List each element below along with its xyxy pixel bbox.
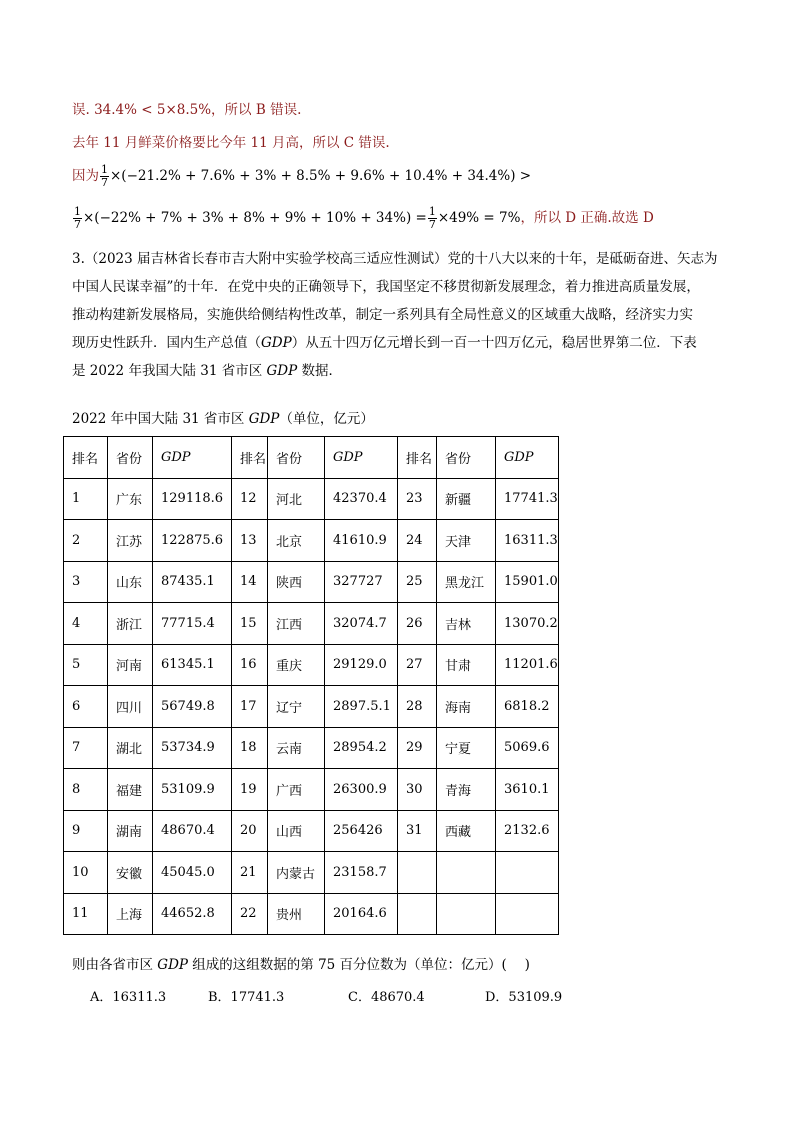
table-cell: 22 xyxy=(232,893,268,935)
table-cell: 13070.2 xyxy=(496,603,559,645)
table-cell: 28 xyxy=(398,686,437,728)
table-cell: 江西 xyxy=(268,603,325,645)
table-cell: 16311.3 xyxy=(496,520,559,562)
table-cell: 44652.8 xyxy=(153,893,232,935)
table-cell: 2132.6 xyxy=(496,810,559,852)
table-cell: 福建 xyxy=(108,769,153,811)
table-header-cell: GDP xyxy=(153,437,232,479)
table-cell: 30 xyxy=(398,769,437,811)
table-cell: 77715.4 xyxy=(153,603,232,645)
option-c[interactable]: C．48670.4 xyxy=(348,990,425,1005)
question-line: 推动构建新发展格局，实施供给侧结构性改革，制定一系列具有全局性意义的区域重大战略，经济实力实 xyxy=(72,307,693,323)
table-header-cell: 排名 xyxy=(64,437,108,479)
table-cell: 11201.6 xyxy=(496,644,559,686)
table-cell: 天津 xyxy=(437,520,496,562)
table-cell: 29 xyxy=(398,727,437,769)
table-cell: 内蒙古 xyxy=(268,852,325,894)
table-cell: 87435.1 xyxy=(153,561,232,603)
solution-line-4 xyxy=(72,206,654,231)
table-cell: 浙江 xyxy=(108,603,153,645)
table-row xyxy=(64,769,559,811)
solution-conclusion: ，所以 D 正确.故选 D xyxy=(520,210,654,226)
table-cell: 14 xyxy=(232,561,268,603)
table-cell: 3610.1 xyxy=(496,769,559,811)
table-header-cell: 排名 xyxy=(398,437,437,479)
table-cell: 青海 xyxy=(437,769,496,811)
table-row xyxy=(64,727,559,769)
table-cell: 45045.0 xyxy=(153,852,232,894)
table-cell: 4 xyxy=(64,603,108,645)
table-cell: 湖南 xyxy=(108,810,153,852)
table-cell xyxy=(398,893,437,935)
table-cell: 四川 xyxy=(108,686,153,728)
solution-rounded-expression: ×(−22% + 7% + 3% + 8% + 9% + 10% + 34%) = xyxy=(83,210,427,226)
table-cell xyxy=(398,852,437,894)
solution-sum-expression: ×(−21.2% + 7.6% + 3% + 8.5% + 9.6% + 10.4% + 34.4%) > xyxy=(110,168,532,184)
table-cell: 25 xyxy=(398,561,437,603)
table-cell: 11 xyxy=(64,893,108,935)
table-cell: 20 xyxy=(232,810,268,852)
table-cell: 41610.9 xyxy=(325,520,398,562)
table-cell: 53109.9 xyxy=(153,769,232,811)
table-cell: 陕西 xyxy=(268,561,325,603)
table-cell: 27 xyxy=(398,644,437,686)
table-header-row xyxy=(64,437,559,479)
table-row xyxy=(64,478,559,520)
table-cell: 17 xyxy=(232,686,268,728)
table-cell: 9 xyxy=(64,810,108,852)
table-cell: 山东 xyxy=(108,561,153,603)
table-cell: 3 xyxy=(64,561,108,603)
table-row xyxy=(64,810,559,852)
table-header-cell: GDP xyxy=(496,437,559,479)
question-ask: 则由各省市区 GDP 组成的这组数据的第 75 百分位数为（单位：亿元）( ) xyxy=(72,957,530,973)
solution-line-3 xyxy=(72,164,531,189)
table-cell: 吉林 xyxy=(437,603,496,645)
table-caption: 2022 年中国大陆 31 省市区 GDP（单位，亿元） xyxy=(72,411,374,427)
table-cell: 16 xyxy=(232,644,268,686)
question-line: 现历史性跃升．国内生产总值（GDP）从五十四万亿元增长到一百一十四万亿元，稳居世界第二位．下表 xyxy=(72,335,697,351)
table-cell: 江苏 xyxy=(108,520,153,562)
table-cell: 13 xyxy=(232,520,268,562)
table-cell: 21 xyxy=(232,852,268,894)
table-cell: 327727 xyxy=(325,561,398,603)
table-cell: 8 xyxy=(64,769,108,811)
table-header-cell: GDP xyxy=(325,437,398,479)
question-line: 中国人民谋幸福”的十年．在党中央的正确领导下，我国坚定不移贯彻新发展理念，着力推进高质量发展， xyxy=(72,279,700,295)
table-cell: 17741.3 xyxy=(496,478,559,520)
table-cell: 湖北 xyxy=(108,727,153,769)
table-cell: 6818.2 xyxy=(496,686,559,728)
table-cell: 2897.5.1 xyxy=(325,686,398,728)
table-cell: 2 xyxy=(64,520,108,562)
table-cell: 辽宁 xyxy=(268,686,325,728)
table-cell: 宁夏 xyxy=(437,727,496,769)
table-cell: 256426 xyxy=(325,810,398,852)
table-cell: 广西 xyxy=(268,769,325,811)
option-b[interactable]: B．17741.3 xyxy=(208,990,285,1005)
table-row xyxy=(64,852,559,894)
option-d[interactable]: D．53109.9 xyxy=(485,990,563,1005)
table-cell xyxy=(496,852,559,894)
table-cell: 129118.6 xyxy=(153,478,232,520)
table-cell: 10 xyxy=(64,852,108,894)
option-a[interactable]: A．16311.3 xyxy=(90,990,167,1005)
table-cell xyxy=(437,852,496,894)
table-cell: 31 xyxy=(398,810,437,852)
table-row xyxy=(64,644,559,686)
table-cell: 29129.0 xyxy=(325,644,398,686)
question-line: 3.（2023 届吉林省长春市吉大附中实验学校高三适应性测试）党的十八大以来的十年，是砥砺奋进、矢志为 xyxy=(72,251,718,267)
table-cell: 18 xyxy=(232,727,268,769)
table-row xyxy=(64,686,559,728)
table-cell: 20164.6 xyxy=(325,893,398,935)
table-cell: 48670.4 xyxy=(153,810,232,852)
table-cell: 安徽 xyxy=(108,852,153,894)
question-3-stem xyxy=(72,245,752,385)
solution-because: 因为 xyxy=(72,168,99,184)
table-cell: 32074.7 xyxy=(325,603,398,645)
table-cell: 26300.9 xyxy=(325,769,398,811)
table-cell: 新疆 xyxy=(437,478,496,520)
table-cell: 1 xyxy=(64,478,108,520)
gdp-table xyxy=(63,436,559,935)
table-cell: 5069.6 xyxy=(496,727,559,769)
fraction-one-seventh: $\frac{1}{7}$ xyxy=(74,205,81,231)
table-header-cell: 省份 xyxy=(437,437,496,479)
table-cell: 北京 xyxy=(268,520,325,562)
solution-result: ×49% = 7% xyxy=(437,210,521,226)
table-cell: 广东 xyxy=(108,478,153,520)
table-cell xyxy=(437,893,496,935)
table-cell: 56749.8 xyxy=(153,686,232,728)
table-row xyxy=(64,520,559,562)
table-cell: 23 xyxy=(398,478,437,520)
table-cell: 7 xyxy=(64,727,108,769)
table-cell: 122875.6 xyxy=(153,520,232,562)
table-cell: 15901.0 xyxy=(496,561,559,603)
table-cell: 重庆 xyxy=(268,644,325,686)
table-row xyxy=(64,561,559,603)
table-header-cell: 排名 xyxy=(232,437,268,479)
table-cell: 42370.4 xyxy=(325,478,398,520)
table-cell: 15 xyxy=(232,603,268,645)
table-cell: 61345.1 xyxy=(153,644,232,686)
table-cell: 西藏 xyxy=(437,810,496,852)
table-cell xyxy=(496,893,559,935)
table-cell: 5 xyxy=(64,644,108,686)
question-line: 是 2022 年我国大陆 31 省市区 GDP 数据． xyxy=(72,363,342,379)
table-cell: 黑龙江 xyxy=(437,561,496,603)
table-cell: 上海 xyxy=(108,893,153,935)
table-cell: 海南 xyxy=(437,686,496,728)
table-cell: 23158.7 xyxy=(325,852,398,894)
table-cell: 云南 xyxy=(268,727,325,769)
table-cell: 甘肃 xyxy=(437,644,496,686)
fraction-one-seventh: $\frac{1}{7}$ xyxy=(101,163,108,189)
table-row xyxy=(64,603,559,645)
table-header-cell: 省份 xyxy=(268,437,325,479)
table-cell: 山西 xyxy=(268,810,325,852)
table-cell: 26 xyxy=(398,603,437,645)
solution-line-2: 去年 11 月鲜菜价格要比今年 11 月高，所以 C 错误. xyxy=(72,135,390,151)
table-cell: 28954.2 xyxy=(325,727,398,769)
solution-line-1: 误. 34.4% < 5×8.5%，所以 B 错误. xyxy=(72,102,302,118)
table-cell: 河北 xyxy=(268,478,325,520)
table-cell: 6 xyxy=(64,686,108,728)
fraction-one-seventh: $\frac{1}{7}$ xyxy=(428,205,436,231)
table-cell: 53734.9 xyxy=(153,727,232,769)
table-cell: 24 xyxy=(398,520,437,562)
table-cell: 河南 xyxy=(108,644,153,686)
table-row xyxy=(64,893,559,935)
table-cell: 19 xyxy=(232,769,268,811)
table-header-cell: 省份 xyxy=(108,437,153,479)
table-cell: 12 xyxy=(232,478,268,520)
table-cell: 贵州 xyxy=(268,893,325,935)
